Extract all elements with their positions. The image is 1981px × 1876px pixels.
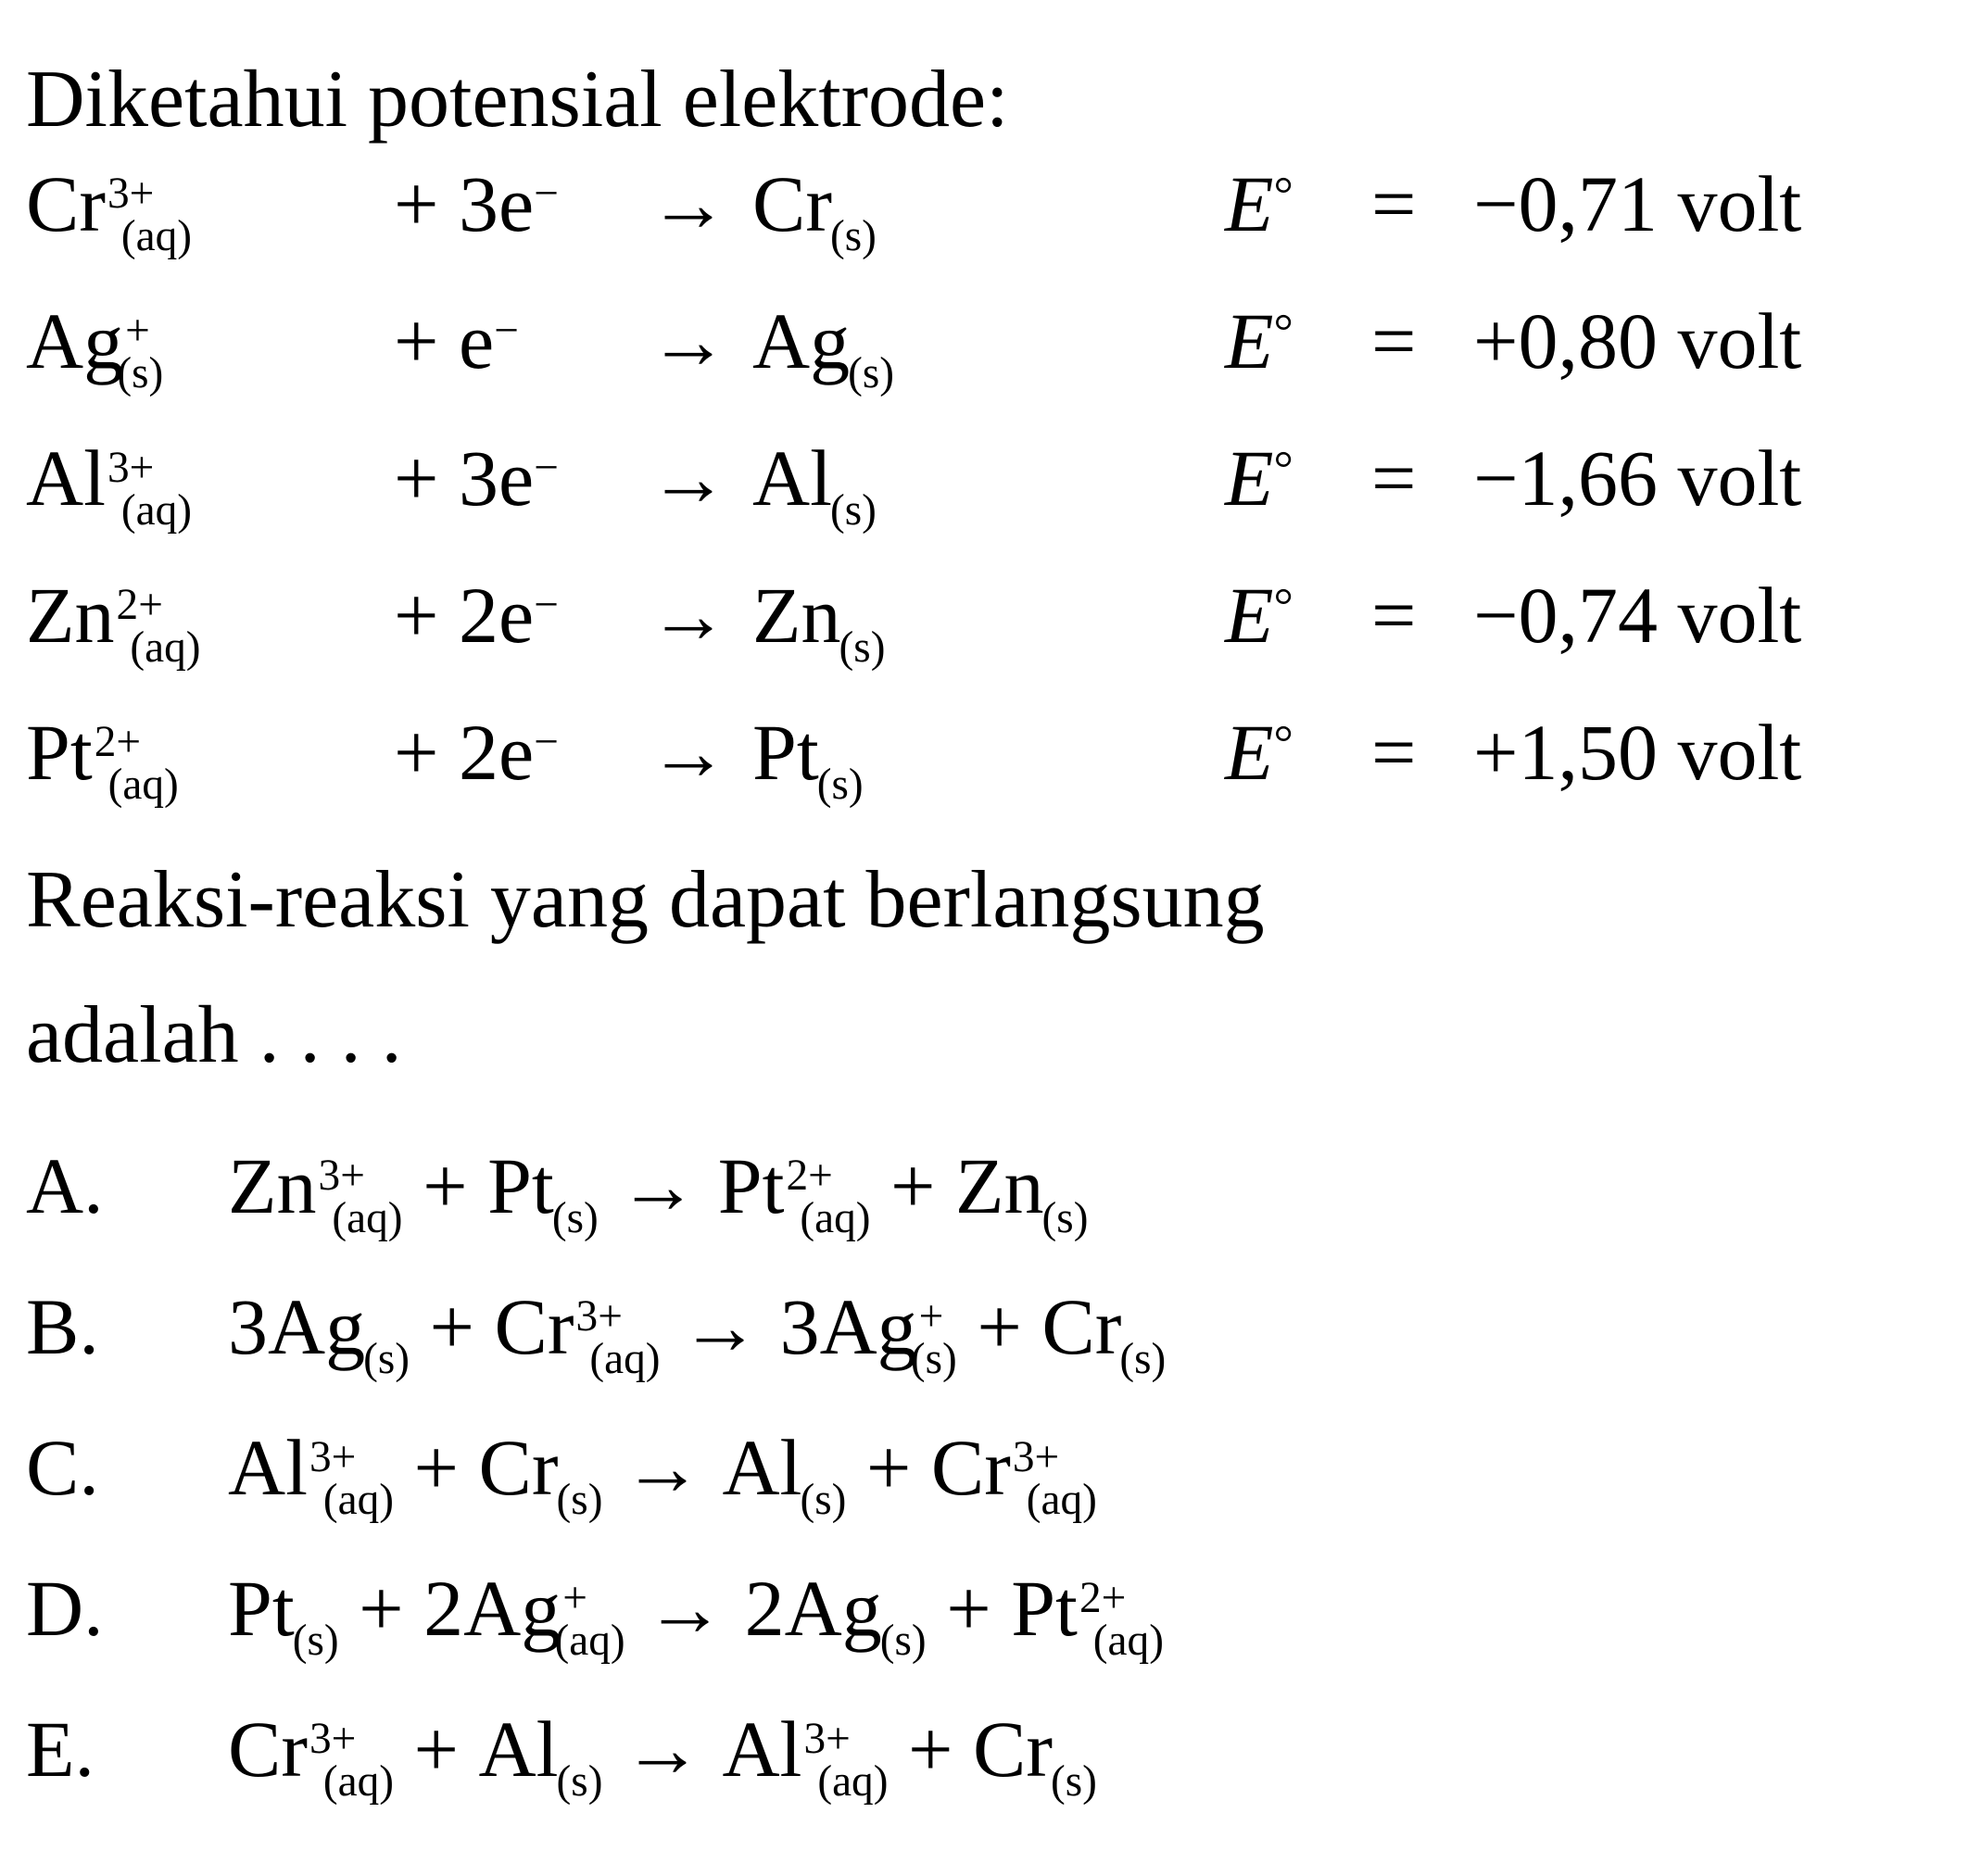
option-equation xyxy=(228,1705,1097,1807)
potential-label: E° xyxy=(1225,708,1293,797)
chemical-species: $Zn_{(s)}$ xyxy=(955,1141,1089,1243)
potential-value: −0,74 volt xyxy=(1473,571,1802,660)
reaction-arrow: → xyxy=(649,296,728,385)
chemical-species: $Cr_{(s)}$ xyxy=(972,1705,1097,1807)
chemical-species: $Cr_{(s)}$ xyxy=(1041,1282,1167,1384)
equation-operator: + xyxy=(870,1141,955,1230)
equation-row xyxy=(0,295,1981,406)
option-equation xyxy=(228,1282,1167,1384)
equation-row xyxy=(0,157,1981,269)
chemical-species: $Pt_{(s)}$ xyxy=(487,1141,599,1243)
reactant-ion: $Pt^{2+}_{(aq)}$ xyxy=(26,708,179,810)
equation-operator: + xyxy=(926,1564,1012,1653)
chemical-species: $Al_{(s)}$ xyxy=(722,1423,847,1525)
equation-operator: + xyxy=(888,1705,973,1794)
equals-sign: = xyxy=(1371,571,1417,660)
equals-sign: = xyxy=(1371,159,1417,248)
option-equation xyxy=(228,1564,1164,1666)
question-text-line-1: Reaksi-reaksi yang dapat berlangsung xyxy=(26,855,1265,945)
equation-operator: + xyxy=(338,1564,424,1653)
option-letter: B. xyxy=(26,1282,99,1371)
reaction-arrow: → xyxy=(649,434,728,523)
chemical-species: $Cr^{3+}_{(aq)}$ xyxy=(930,1423,1097,1525)
intro-text: Diketahui potensial elektrode: xyxy=(26,55,1009,145)
equation-operator: + xyxy=(402,1141,488,1230)
equation-operator: → xyxy=(602,1423,723,1512)
equation-operator: + xyxy=(394,1423,479,1512)
potential-value: +0,80 volt xyxy=(1473,296,1802,385)
equation-operator: → xyxy=(660,1282,780,1371)
equation-row xyxy=(0,706,1981,817)
reaction-arrow: → xyxy=(649,708,728,797)
potential-label: E° xyxy=(1225,159,1293,248)
potential-value: −0,71 volt xyxy=(1473,159,1802,248)
product-element: $Zn_{(s)}$ xyxy=(752,571,886,673)
chemical-species: $2Ag_{(s)}$ xyxy=(744,1564,927,1666)
equals-sign: = xyxy=(1371,708,1417,797)
equation-operator: + xyxy=(846,1423,931,1512)
chemical-species: $Cr_{(s)}$ xyxy=(478,1423,603,1525)
electrons-term: + 2e− xyxy=(394,708,559,797)
option-equation xyxy=(228,1423,1097,1525)
reactant-ion: $Ag^+_{(s)}$ xyxy=(26,296,164,398)
electrons-term: + 3e− xyxy=(394,159,559,248)
chemical-species: $3Ag^+_{(s)}$ xyxy=(779,1282,957,1384)
chemical-species: $Cr^{3+}_{(aq)}$ xyxy=(228,1705,395,1807)
potential-value: −1,66 volt xyxy=(1473,434,1802,523)
potential-label: E° xyxy=(1225,571,1293,660)
product-element: $Ag_{(s)}$ xyxy=(752,296,895,398)
equals-sign: = xyxy=(1371,434,1417,523)
option-equation xyxy=(228,1141,1089,1243)
reaction-arrow: → xyxy=(649,571,728,660)
option-b[interactable] xyxy=(26,1280,1167,1384)
chemical-species: $Al^{3+}_{(aq)}$ xyxy=(228,1423,395,1525)
option-letter: C. xyxy=(26,1423,99,1512)
equation-operator: + xyxy=(956,1282,1042,1371)
reaction-arrow: → xyxy=(649,159,728,248)
option-letter: D. xyxy=(26,1564,104,1653)
reactant-ion: $Al^{3+}_{(aq)}$ xyxy=(26,434,193,535)
equation-row xyxy=(0,432,1981,543)
chemical-species: $Pt^{2+}_{(aq)}$ xyxy=(717,1141,871,1243)
equation-operator: + xyxy=(394,1705,479,1794)
option-a[interactable] xyxy=(26,1139,1089,1243)
option-letter: A. xyxy=(26,1141,104,1230)
chemical-species: $Pt_{(s)}$ xyxy=(228,1564,339,1666)
electrons-term: + 3e− xyxy=(394,434,559,523)
product-element: $Al_{(s)}$ xyxy=(752,434,877,535)
question-text-line-2: adalah . . . . xyxy=(26,990,402,1080)
reactant-ion: $Zn^{2+}_{(aq)}$ xyxy=(26,571,201,673)
option-c[interactable] xyxy=(26,1421,1097,1525)
option-e[interactable] xyxy=(26,1703,1097,1807)
reactant-ion: $Cr^{3+}_{(aq)}$ xyxy=(26,159,193,261)
chemical-species: $3Ag_{(s)}$ xyxy=(228,1282,410,1384)
chemical-species: $Pt^{2+}_{(aq)}$ xyxy=(1011,1564,1164,1666)
product-element: $Cr_{(s)}$ xyxy=(752,159,877,261)
equation-operator: + xyxy=(410,1282,495,1371)
potential-label: E° xyxy=(1225,434,1293,523)
chemical-species: $Al^{3+}_{(aq)}$ xyxy=(722,1705,889,1807)
potential-value: +1,50 volt xyxy=(1473,708,1802,797)
equation-operator: → xyxy=(625,1564,745,1653)
option-letter: E. xyxy=(26,1705,95,1794)
potential-label: E° xyxy=(1225,296,1293,385)
equation-operator: → xyxy=(602,1705,723,1794)
equation-operator: → xyxy=(598,1141,718,1230)
chemical-species: $Zn^{3+}_{(aq)}$ xyxy=(228,1141,403,1243)
chemical-species: $Al_{(s)}$ xyxy=(478,1705,603,1807)
equals-sign: = xyxy=(1371,296,1417,385)
chemical-species: $Cr^{3+}_{(aq)}$ xyxy=(494,1282,661,1384)
chemical-species: $2Ag^+_{(aq)}$ xyxy=(423,1564,625,1666)
option-d[interactable] xyxy=(26,1562,1164,1666)
electrons-term: + e− xyxy=(394,296,519,385)
electrons-term: + 2e− xyxy=(394,571,559,660)
equation-row xyxy=(0,569,1981,680)
product-element: $Pt_{(s)}$ xyxy=(752,708,864,810)
